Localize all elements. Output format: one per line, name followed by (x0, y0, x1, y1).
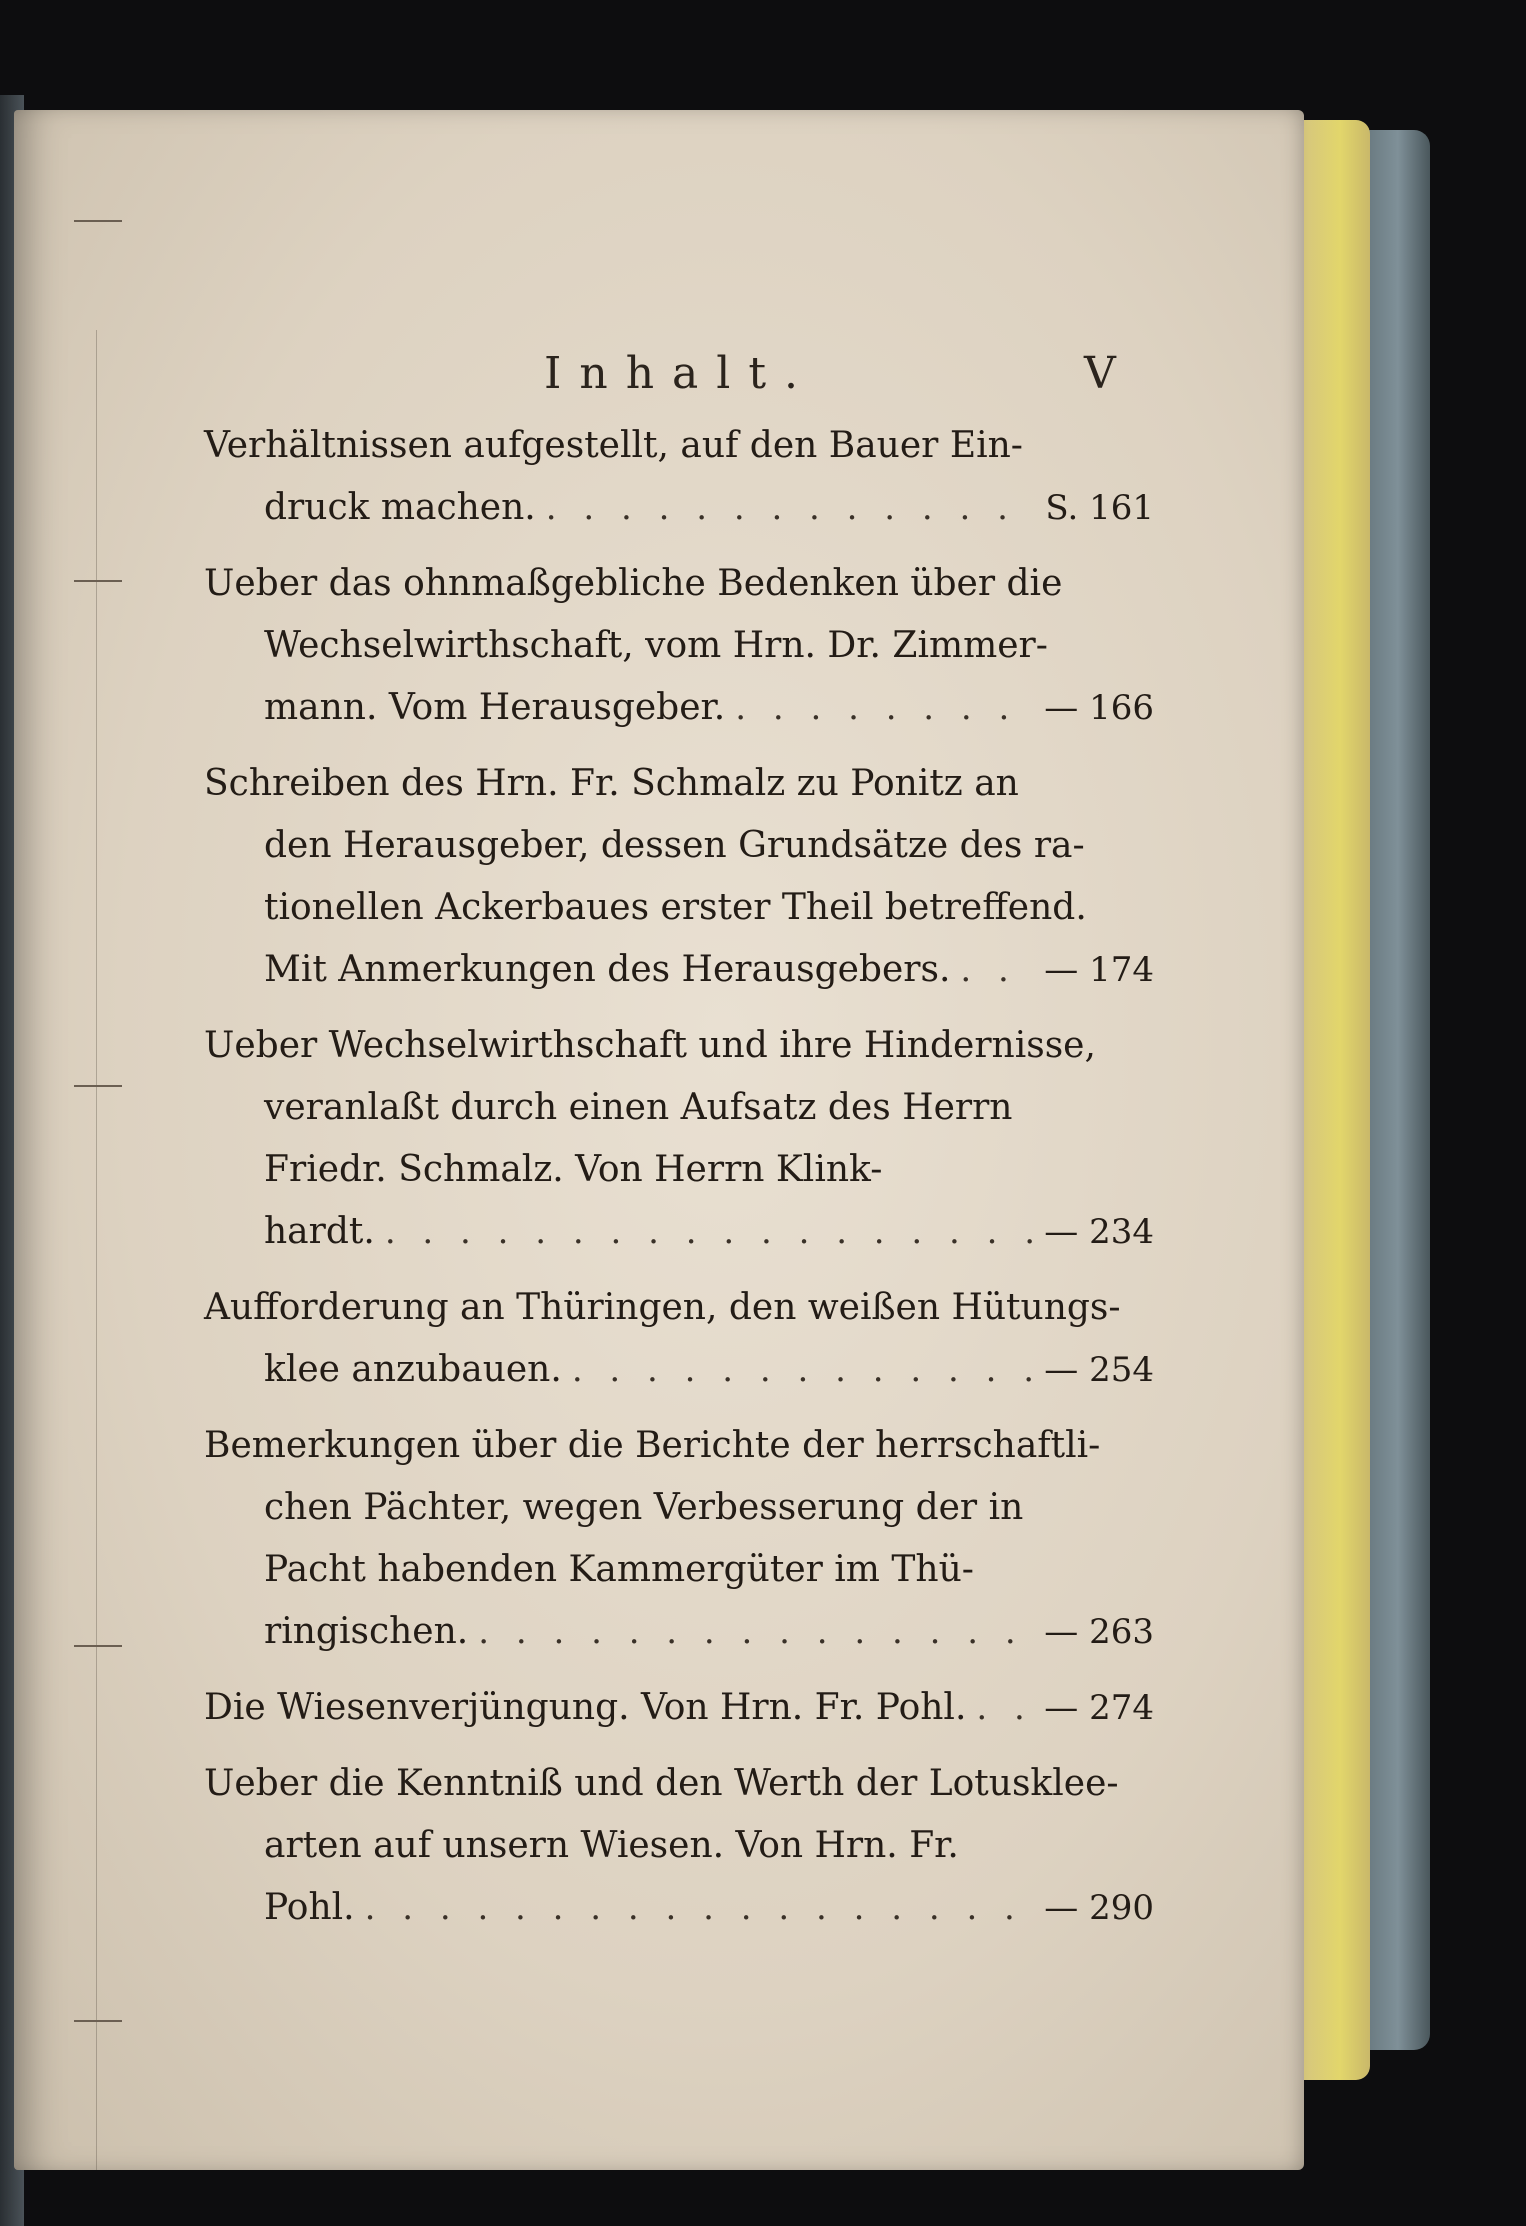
toc-entry-text: Bemerkungen über die Berichte der herrschaftli- (204, 1425, 1101, 1466)
toc-entry (204, 553, 1154, 739)
leader-dots (960, 939, 1034, 1001)
toc-entry-text: arten auf unsern Wiesen. Von Hrn. Fr. (264, 1825, 959, 1866)
toc-entry-line (204, 1077, 1154, 1139)
toc-entry-line (204, 677, 1154, 739)
toc-page-number: S. 161 (1045, 488, 1154, 528)
toc-entry (204, 415, 1154, 539)
toc-entry-line (204, 815, 1154, 877)
toc-entry-line (204, 1815, 1154, 1877)
binding-stitch (74, 220, 122, 222)
toc-entry (204, 1753, 1154, 1939)
toc-entry (204, 1677, 1154, 1739)
toc-entry-text: Die Wiesenverjüngung. Von Hrn. Fr. Pohl. (204, 1687, 967, 1728)
toc-entry-text: veranlaßt durch einen Aufsatz des Herrn (264, 1087, 1013, 1128)
toc-entry-text: Ueber die Kenntniß und den Werth der Lotusklee- (204, 1763, 1119, 1804)
toc-entry (204, 1277, 1154, 1401)
binding-line (96, 330, 97, 2170)
toc-page-number: — 166 (1044, 688, 1154, 728)
toc-entry-line (204, 1677, 1154, 1739)
toc-entry-text: ringischen. (264, 1611, 469, 1652)
leader-dots (976, 1677, 1034, 1739)
toc-entry-line (204, 1415, 1154, 1477)
leader-dots (365, 1877, 1034, 1939)
leader-dots (478, 1601, 1034, 1663)
header-title: Inhalt. (544, 348, 817, 399)
toc-page-number: — 274 (1044, 1688, 1154, 1728)
toc-page-number: — 254 (1044, 1350, 1154, 1390)
toc-entry-line (204, 615, 1154, 677)
toc-entry-line (204, 415, 1154, 477)
toc-entry-text: Aufforderung an Thüringen, den weißen Hütungs- (204, 1287, 1121, 1328)
toc-entry-line (204, 553, 1154, 615)
toc-entry-line (204, 1477, 1154, 1539)
toc-entry-text: Pohl. (264, 1887, 355, 1928)
toc-entry-line (204, 1139, 1154, 1201)
toc-entry (204, 1415, 1154, 1663)
toc-entry-text: Verhältnissen aufgestellt, auf den Bauer Ein- (204, 425, 1023, 466)
toc-entry-line (204, 1015, 1154, 1077)
leader-dots (385, 1201, 1034, 1263)
toc-page-number: — 290 (1044, 1888, 1154, 1928)
toc-entry-text: hardt. (264, 1211, 375, 1252)
toc-entry-text: tionellen Ackerbaues erster Theil betreffend. (264, 887, 1087, 928)
toc-entry (204, 1015, 1154, 1263)
toc-entry-text: Mit Anmerkungen des Herausgebers. (264, 949, 951, 990)
toc-entry-text: Ueber das ohnmaßgebliche Bedenken über die (204, 563, 1063, 604)
toc-entry-text: Friedr. Schmalz. Von Herrn Klink- (264, 1149, 883, 1190)
toc-entry-text: chen Pächter, wegen Verbesserung der in (264, 1487, 1024, 1528)
binding-stitch (74, 2020, 122, 2022)
toc-entry-text: Wechselwirthschaft, vom Hrn. Dr. Zimmer- (264, 625, 1048, 666)
header-page-number: V (1084, 348, 1116, 399)
toc-entry-line (204, 939, 1154, 1001)
toc-page-number: — 234 (1044, 1212, 1154, 1252)
toc-entry-text: druck machen. (264, 487, 536, 528)
binding-stitch (74, 1085, 122, 1087)
toc-entry-line (204, 1601, 1154, 1663)
toc-entry-text: Ueber Wechselwirthschaft und ihre Hindernisse, (204, 1025, 1096, 1066)
leader-dots (572, 1339, 1034, 1401)
toc-entry-line (204, 1877, 1154, 1939)
toc-entry-text: den Herausgeber, dessen Grundsätze des ra- (264, 825, 1085, 866)
toc-entry-text: Pacht habenden Kammergüter im Thü- (264, 1549, 974, 1590)
toc-entry-text: klee anzubauen. (264, 1349, 562, 1390)
toc-entry-line (204, 477, 1154, 539)
toc-entry-line (204, 1753, 1154, 1815)
toc-page-number: — 263 (1044, 1612, 1154, 1652)
table-of-contents (204, 415, 1154, 1953)
toc-entry-line (204, 1539, 1154, 1601)
toc-entry-text: Schreiben des Hrn. Fr. Schmalz zu Ponitz an (204, 763, 1019, 804)
toc-entry-line (204, 1277, 1154, 1339)
toc-page-number: — 174 (1044, 950, 1154, 990)
leader-dots (735, 677, 1034, 739)
running-header (14, 348, 1304, 408)
toc-entry-text: mann. Vom Herausgeber. (264, 687, 726, 728)
binding-stitch (74, 1645, 122, 1647)
toc-entry-line (204, 1201, 1154, 1263)
toc-entry-line (204, 877, 1154, 939)
leader-dots (546, 477, 1034, 539)
toc-entry-line (204, 753, 1154, 815)
toc-entry-line (204, 1339, 1154, 1401)
book-page (14, 110, 1304, 2170)
binding-stitch (74, 580, 122, 582)
toc-entry (204, 753, 1154, 1001)
